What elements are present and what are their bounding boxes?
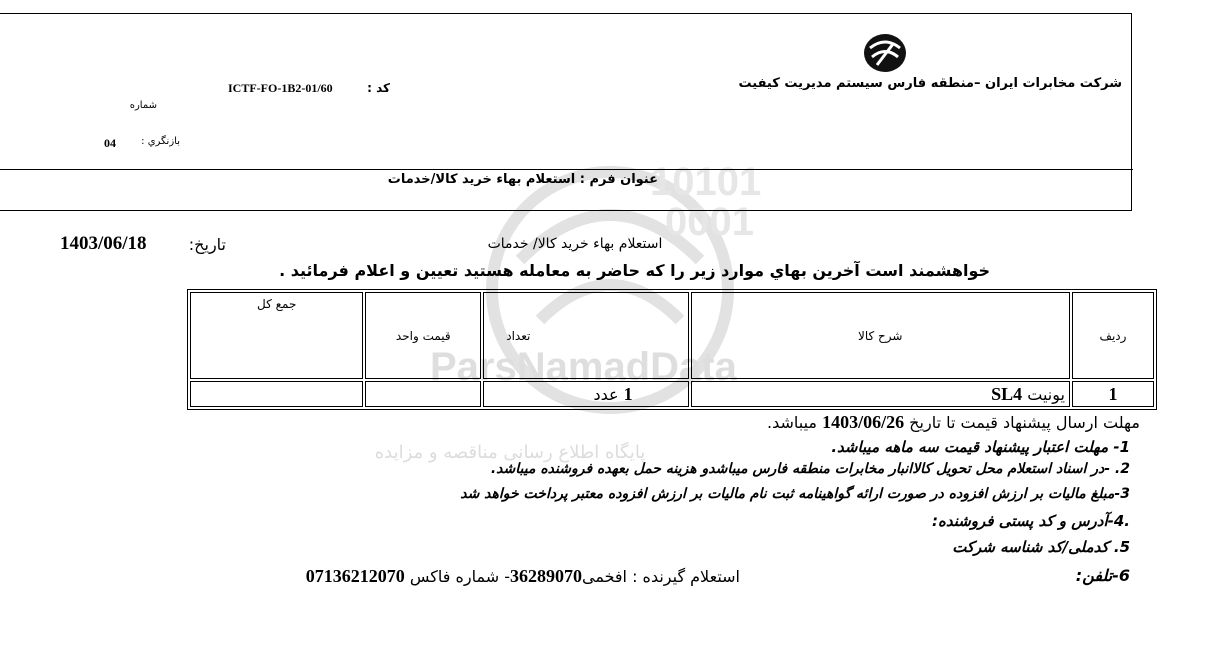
contact-receiver: استعلام گیرنده : افخمی: [581, 567, 740, 586]
company-name: شرکت مخابرات ایران –منطقه فارس سیستم مدیریت کیفیت: [738, 76, 1122, 91]
item-desc-prefix: یونیت: [1022, 384, 1065, 404]
company-logo-icon: [862, 32, 908, 74]
form-code-label: کد :: [367, 81, 390, 95]
item-qty: 1: [623, 383, 633, 404]
deadline-line: [640, 412, 1140, 433]
note-4: .4-آدرس و کد پستی فروشنده:: [931, 512, 1130, 530]
document-subtitle: استعلام بهاء خريد كالا/ خدمات: [487, 236, 663, 252]
phone-label: 6-تلفن:: [1075, 566, 1130, 585]
watermark-digits-1: 10101: [650, 160, 762, 204]
request-text: خواهشمند است آخرين بهاي موارد زير را كه حاضر به معامله هستيد تعيين و اعلام فرمائيد .: [279, 261, 990, 280]
watermark-digits-2: 0001: [665, 200, 754, 244]
note-2: 2. -در اسناد استعلام محل تحویل کالاانبار مخابرات منطقه فارس میباشدو هزینه حمل بعهده فروشنده میباشد.: [490, 461, 1130, 477]
cell-description: [691, 381, 1070, 407]
col-header-row: ردیف: [1072, 292, 1154, 379]
number-label: شماره: [129, 100, 157, 111]
watermark-brand: ParsNamadData: [430, 345, 737, 389]
date-value: 1403/06/18: [60, 233, 147, 254]
contact-fax: 07136212070: [305, 566, 405, 586]
deadline-prefix: مهلت ارسال پیشنهاد قیمت تا تاریخ: [904, 413, 1140, 432]
col-header-unit-price: قیمت واحد: [365, 292, 481, 379]
row-number: 1: [1108, 383, 1118, 404]
note-1: 1- مهلت اعتبار پیشنهاد قیمت سه ماهه میباشد.: [831, 438, 1130, 456]
note-5: 5. کدملی/کد شناسه شرکت: [952, 538, 1130, 556]
watermark-tagline: پایگاه اطلاع رسانی مناقصه و مزایده: [374, 442, 646, 463]
revision-label: بازنگري :: [141, 136, 180, 147]
deadline-date: 1403/06/26: [822, 412, 905, 432]
col-header-total: جمع کل: [190, 292, 363, 379]
cell-unit-price: [365, 381, 481, 407]
date-label: تاریخ:: [188, 235, 226, 254]
table-header-row: [190, 292, 1154, 379]
form-title: عنوان فرم : استعلام بهاء خريد كالا/خدمات: [387, 172, 658, 187]
item-desc-code: SL4: [991, 383, 1023, 404]
contact-line: [200, 566, 740, 587]
items-table: [187, 289, 1157, 410]
cell-total: [190, 381, 363, 407]
contact-fax-label: - شماره فاکس: [404, 567, 510, 586]
revision-value: 04: [104, 136, 116, 150]
deadline-suffix: میباشد.: [767, 413, 823, 432]
cell-quantity: [483, 381, 688, 407]
col-header-description: شرح کالا: [691, 292, 1070, 379]
note-3: 3-مبلغ مالیات بر ارزش افزوده در صورت ارائه گواهینامه ثبت نام مالیات بر ارزش افزوده معتبر پرداخت خواهد شد: [460, 486, 1130, 502]
form-code-value: ICTF-FO-1B2-01/60: [228, 81, 333, 95]
contact-phone: 36289070: [509, 566, 582, 586]
table-row: [190, 381, 1154, 407]
header-divider: [0, 169, 1133, 170]
item-qty-unit: عدد: [593, 384, 624, 404]
col-header-quantity: تعداد: [483, 292, 688, 379]
cell-row-number: [1072, 381, 1154, 407]
